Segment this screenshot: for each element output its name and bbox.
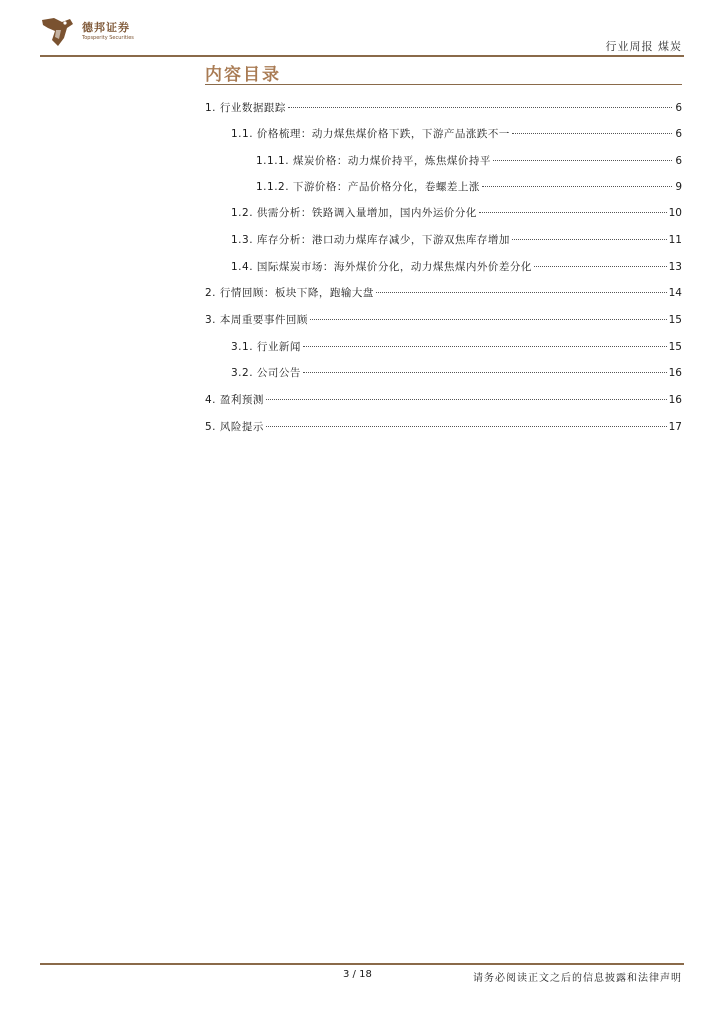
toc-entry-label: 1.3. 库存分析：港口动力煤库存减少，下游双焦库存增加 bbox=[231, 234, 510, 246]
page-number: 3 / 18 bbox=[343, 969, 372, 980]
toc-entry[interactable] bbox=[205, 313, 682, 327]
toc-entry[interactable] bbox=[205, 286, 682, 300]
toc-entry-page: 14 bbox=[668, 287, 682, 299]
toc-entry-page: 6 bbox=[675, 128, 682, 140]
toc-entry[interactable] bbox=[231, 206, 682, 220]
footer-divider bbox=[40, 963, 684, 965]
toc-title-underline bbox=[205, 84, 682, 85]
toc-entry[interactable] bbox=[231, 260, 682, 274]
toc-entry-label: 1.1.1. 煤炭价格：动力煤价持平，炼焦煤价持平 bbox=[256, 155, 491, 167]
toc-dot-leader bbox=[303, 346, 667, 347]
toc-dot-leader bbox=[266, 426, 667, 427]
toc-entry-label: 1.1. 价格梳理：动力煤焦煤价格下跌，下游产品涨跌不一 bbox=[231, 128, 510, 140]
toc-entry-page: 9 bbox=[675, 181, 682, 193]
toc-entry-page: 16 bbox=[668, 394, 682, 406]
toc-entry[interactable] bbox=[231, 233, 682, 247]
legal-disclaimer: 请务必阅读正文之后的信息披露和法律声明 bbox=[473, 973, 682, 984]
toc-entry-label: 5. 风险提示 bbox=[205, 421, 264, 433]
toc-dot-leader bbox=[266, 399, 667, 400]
toc-entry-page: 16 bbox=[668, 367, 682, 379]
toc-entry[interactable] bbox=[231, 366, 682, 380]
toc-entry-label: 1.4. 国际煤炭市场：海外煤价分化，动力煤焦煤内外价差分化 bbox=[231, 261, 532, 273]
toc-dot-leader bbox=[303, 372, 667, 373]
toc-entry[interactable] bbox=[231, 127, 682, 141]
toc-entry-page: 6 bbox=[675, 155, 682, 167]
toc-entry-page: 15 bbox=[668, 314, 682, 326]
toc-entry-label: 1.1.2. 下游价格：产品价格分化，卷螺差上涨 bbox=[256, 181, 480, 193]
toc-entry-label: 1.2. 供需分析：铁路调入量增加，国内外运价分化 bbox=[231, 207, 477, 219]
toc-entry[interactable] bbox=[231, 340, 682, 354]
toc-entry-page: 10 bbox=[668, 207, 682, 219]
toc-dot-leader bbox=[482, 186, 672, 187]
header-divider bbox=[40, 55, 684, 57]
toc-dot-leader bbox=[512, 133, 672, 134]
brand-name-cn: 德邦证券 bbox=[82, 21, 130, 34]
toc-entry-label: 4. 盈利预测 bbox=[205, 394, 264, 406]
toc-entry[interactable] bbox=[205, 420, 682, 434]
toc-entry-label: 3. 本周重要事件回顾 bbox=[205, 314, 308, 326]
toc-dot-leader bbox=[479, 212, 667, 213]
toc-entry[interactable] bbox=[205, 393, 682, 407]
toc-entry[interactable] bbox=[205, 101, 682, 115]
toc-dot-leader bbox=[512, 239, 667, 240]
toc-entry-label: 3.2. 公司公告 bbox=[231, 367, 301, 379]
toc-entry-page: 13 bbox=[668, 261, 682, 273]
toc-entry-page: 6 bbox=[675, 102, 682, 114]
toc-entry-page: 15 bbox=[668, 341, 682, 353]
topsperity-logo-icon bbox=[40, 16, 76, 48]
toc-entry-page: 11 bbox=[668, 234, 682, 246]
report-category: 行业周报 煤炭 bbox=[605, 40, 682, 53]
toc-entry-page: 17 bbox=[668, 421, 682, 433]
toc-title: 内容目录 bbox=[205, 65, 281, 85]
toc-entry[interactable] bbox=[256, 180, 682, 194]
toc-dot-leader bbox=[376, 292, 667, 293]
toc-dot-leader bbox=[288, 107, 672, 108]
toc-entry-label: 1. 行业数据跟踪 bbox=[205, 102, 286, 114]
toc-dot-leader bbox=[534, 266, 667, 267]
toc-dot-leader bbox=[310, 319, 667, 320]
brand-name-en: Topsperity Securities bbox=[82, 35, 134, 41]
toc-dot-leader bbox=[493, 160, 672, 161]
toc-entry[interactable] bbox=[256, 154, 682, 168]
company-logo bbox=[40, 16, 140, 48]
toc-entry-label: 2. 行情回顾：板块下降，跑输大盘 bbox=[205, 287, 374, 299]
toc-entry-label: 3.1. 行业新闻 bbox=[231, 341, 301, 353]
